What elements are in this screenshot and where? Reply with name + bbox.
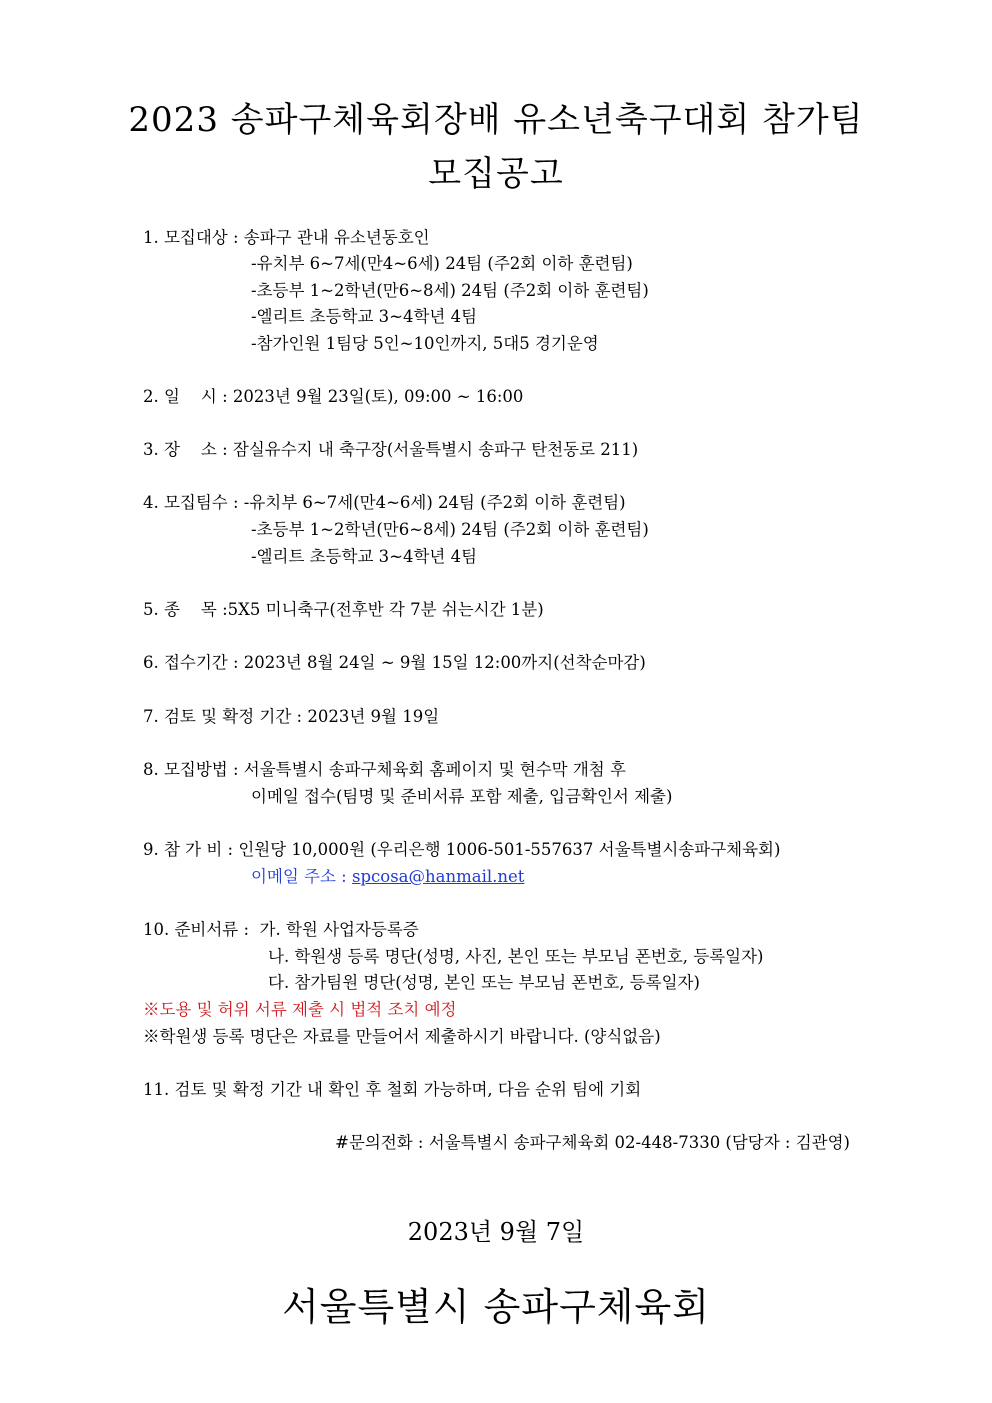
- item-7-review: 7. 검토 및 확정 기간 : 2023년 9월 19일: [143, 707, 440, 726]
- item-10-heading: 10. 준비서류 : 가. 학원 사업자등록증: [143, 920, 419, 939]
- item-10-sub-2: 다. 참가팀원 명단(성명, 본인 또는 부모님 폰번호, 등록일자): [268, 973, 700, 992]
- item-1-sub-1: -유치부 6~7세(만4~6세) 24팀 (주2회 이하 훈련팀): [251, 254, 633, 273]
- template-note: ※학원생 등록 명단은 자료를 만들어서 제출하시기 바랍니다. (양식없음): [143, 1027, 661, 1046]
- email-link[interactable]: spcosa@hanmail.net: [352, 867, 525, 886]
- item-1-heading: 1. 모집대상 : 송파구 관내 유소년동호인: [143, 228, 430, 247]
- item-4-sub-2: -엘리트 초등학교 3~4학년 4팀: [251, 547, 478, 566]
- item-8-heading: 8. 모집방법 : 서울특별시 송파구체육회 홈페이지 및 현수막 개첨 후: [143, 760, 626, 779]
- item-6-registration: 6. 접수기간 : 2023년 8월 24일 ~ 9월 15일 12:00까지(선착순마감): [143, 653, 646, 672]
- organization-name: 서울특별시 송파구체육회: [282, 1285, 710, 1329]
- item-11-withdrawal: 11. 검토 및 확정 기간 내 확인 후 철회 가능하며, 다음 순위 팀에 기회: [143, 1080, 642, 1099]
- item-1-sub-2: -초등부 1~2학년(만6~8세) 24팀 (주2회 이하 훈련팀): [251, 281, 649, 300]
- item-9-email-line: [251, 866, 524, 888]
- item-5-event: 5. 종 목 :5X5 미니축구(전후반 각 7분 쉬는시간 1분): [143, 600, 544, 619]
- item-1-sub-4: -참가인원 1팀당 5인~10인까지, 5대5 경기운영: [251, 334, 599, 353]
- item-4-sub-1: -초등부 1~2학년(만6~8세) 24팀 (주2회 이하 훈련팀): [251, 520, 649, 539]
- item-8-sub: 이메일 접수(팀명 및 준비서류 포함 제출, 입금확인서 제출): [251, 787, 673, 806]
- announcement-date: 2023년 9월 7일: [407, 1218, 585, 1246]
- item-3-venue: 3. 장 소 : 잠실유수지 내 축구장(서울특별시 송파구 탄천동로 211): [143, 440, 639, 459]
- contact-info: #문의전화 : 서울특별시 송파구체육회 02-448-7330 (담당자 : 김관영): [335, 1133, 850, 1152]
- item-9-fee: 9. 참 가 비 : 인원당 10,000원 (우리은행 1006-501-557637 서울특별시송파구체육회): [143, 840, 781, 859]
- warning-note: ※도용 및 허위 서류 제출 시 법적 조치 예정: [143, 1000, 457, 1019]
- item-2-schedule: 2. 일 시 : 2023년 9월 23일(토), 09:00 ~ 16:00: [143, 387, 524, 406]
- page-title: 2023 송파구체육회장배 유소년축구대회 참가팀: [128, 100, 864, 140]
- email-label: 이메일 주소 :: [251, 867, 352, 886]
- item-4-heading: 4. 모집팀수 : -유치부 6~7세(만4~6세) 24팀 (주2회 이하 훈련팀): [143, 493, 626, 512]
- item-10-sub-1: 나. 학원생 등록 명단(성명, 사진, 본인 또는 부모님 폰번호, 등록일자): [268, 947, 764, 966]
- page-subtitle: 모집공고: [428, 154, 564, 194]
- item-1-sub-3: -엘리트 초등학교 3~4학년 4팀: [251, 307, 478, 326]
